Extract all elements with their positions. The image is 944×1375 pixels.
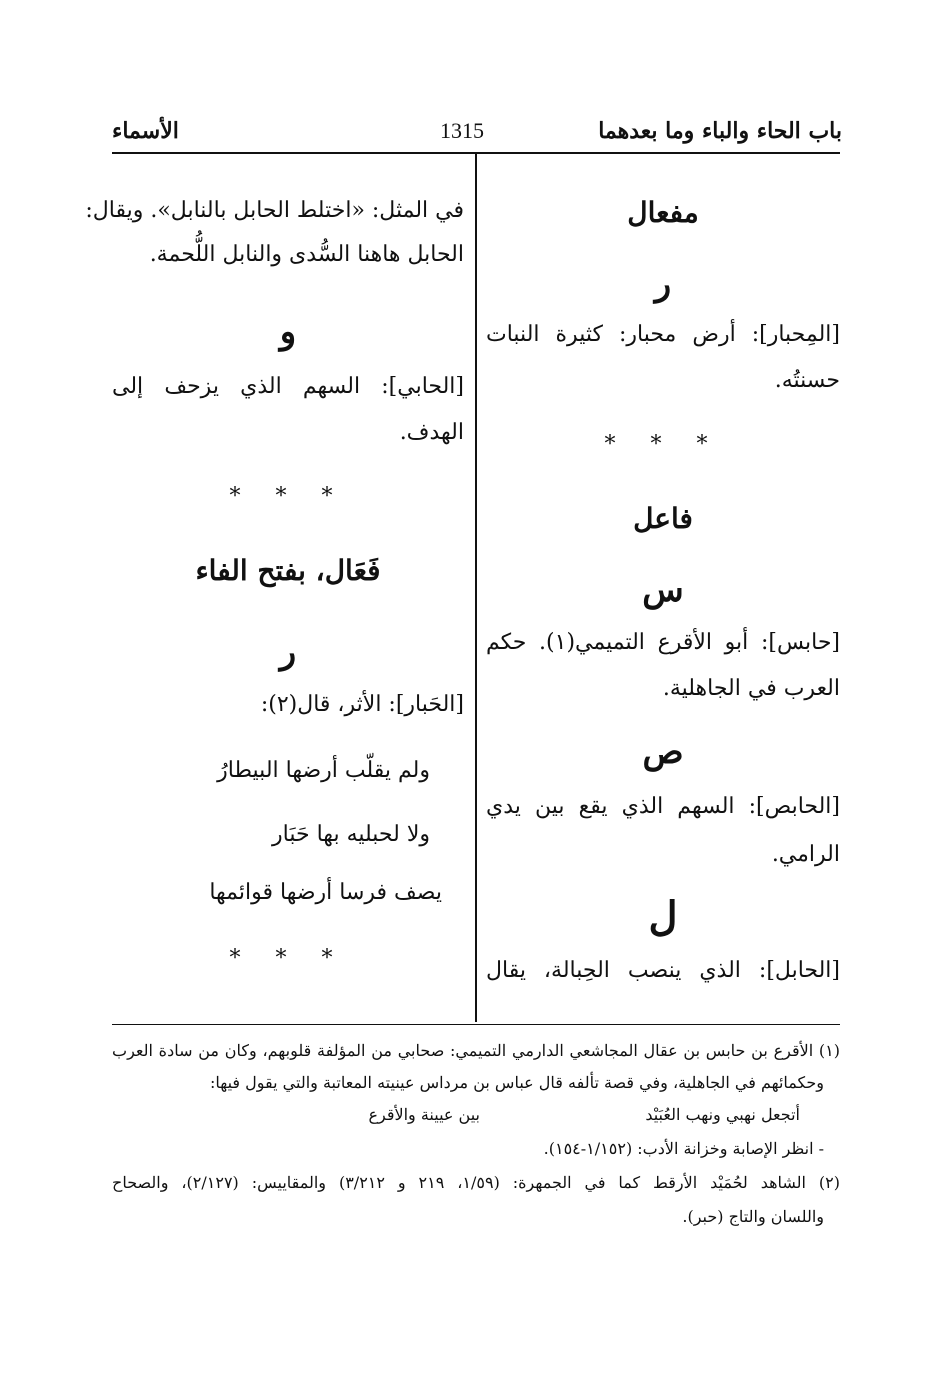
entry-mihbar-line-1: [المِحبار]: أرض محبار: كثيرة النبات (486, 322, 840, 347)
right-column (486, 152, 840, 1022)
column-divider (475, 152, 477, 1022)
page-number: 1315 (440, 118, 484, 143)
footnote-2-line-2: واللسان والتاج (حبر). (682, 1207, 824, 1226)
letter-heading-waw: و (279, 312, 297, 352)
pattern-heading-mifaal: مفعال (627, 196, 699, 229)
letter-heading-ra: ر (279, 632, 297, 672)
proverb-line-2: الحابل هاهنا السُّدى والنابل اللُّحمة. (149, 242, 464, 267)
pattern-heading-faaal: فَعَال، بفتح الفاء (195, 554, 381, 587)
entry-habar-line-1: [الحَبار]: الأثر، قال(٢): (260, 692, 464, 717)
proverb-line-1: في المثل: «اختلط الحابل بالنابل». ويقال: (85, 198, 464, 223)
footnote-2-line-1: (٢) الشاهد لحُمَيْد الأرقط كما في الجمهرة: (١/٥٩، ٢١٩ و ٣/٢١٢) والمقاييس: (٢/١٢٧)، والصحاح (112, 1173, 840, 1192)
entry-habi-line-2: الهدف. (399, 420, 464, 445)
letter-heading-sin: س (642, 570, 684, 610)
verse-line-1: ولم يقلّب أرضها البيطارُ (217, 758, 430, 783)
verse-line-2: ولا لحبليه بها حَبَار (272, 822, 430, 847)
entry-habis-arrow-line-1: [الحابص]: السهم الذي يقع بين يدي (486, 794, 840, 819)
footnote-1-line-2: وحكمائهم في الجاهلية، وفي قصة تألفه قال عباس بن مرداس عينيته المعاتبة والتي يقول فيها: (209, 1073, 824, 1092)
footnote-1-line-4: - انظر الإصابة وخزانة الأدب: (١/١٥٢-١٥٤). (543, 1139, 824, 1158)
separator-stars: * * * (229, 484, 347, 509)
footnote-1-verse-b: بين عيينة والأقرع (368, 1105, 480, 1124)
chapter-title: باب الحاء والباء وما بعدهما (598, 118, 842, 144)
separator-stars: * * * (229, 946, 347, 971)
pattern-heading-faail: فاعل (633, 502, 693, 535)
separator-stars: * * * (604, 432, 722, 457)
entry-habil-line-1: [الحابل]: الذي ينصب الحِبالة، يقال (486, 958, 840, 983)
section-title: الأسماء (112, 118, 179, 144)
entry-habis-line-1: [حابس]: أبو الأقرع التميمي(١). حكم (486, 630, 840, 655)
letter-heading-sad: ص (642, 732, 684, 772)
letter-heading-ra: ر (654, 264, 672, 304)
letter-heading-lam: ل (648, 893, 678, 940)
entry-habis-line-2: العرب في الجاهلية. (662, 676, 840, 701)
entry-habi-line-1: [الحابي]: السهم الذي يزحف إلى (112, 374, 464, 399)
entry-habis-arrow-line-2: الرامي. (771, 842, 840, 867)
entry-mihbar-line-2: حسنتُه. (774, 368, 840, 393)
verse-commentary: يصف فرسا أرضها قوائمها (209, 880, 442, 905)
left-column (85, 152, 464, 1022)
footnote-rule (112, 1024, 840, 1025)
footnote-1-verse-a: أتجعل نهبي ونهب العُبَيْد (645, 1105, 800, 1124)
footnote-1-line-1: (١) الأقرع بن حابس بن عقال المجاشعي الدارمي التميمي: صحابي من المؤلفة قلوبهم، وكان من سادة العرب (112, 1041, 840, 1060)
